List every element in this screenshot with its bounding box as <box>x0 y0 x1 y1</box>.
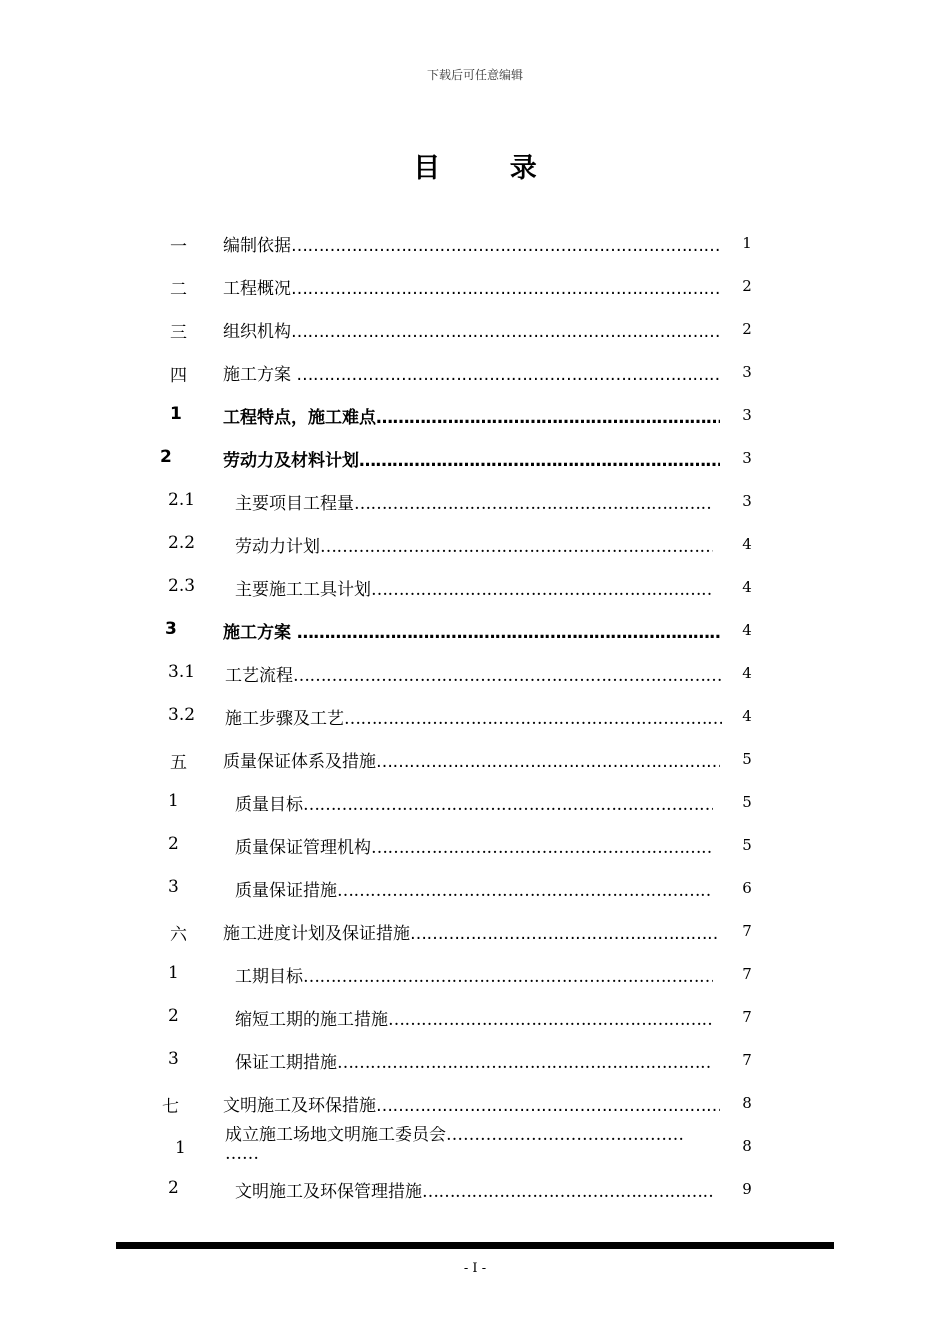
toc-entry-number: 2.2 <box>168 533 196 553</box>
toc-entry-page: 7 <box>742 965 752 983</box>
toc-entry[interactable] <box>0 608 950 651</box>
toc-entry-label: 缩短工期的施工措施 …………………………………………………………………………………… <box>235 1005 713 1030</box>
toc-entry-label: 施工方案 …………………………………………………………………………………… <box>223 360 720 385</box>
toc-entry-number: 2 <box>160 447 172 467</box>
toc-entry-number: 2 <box>168 834 179 854</box>
toc-entry[interactable] <box>0 264 950 307</box>
toc-entry[interactable] <box>0 866 950 909</box>
toc-entry[interactable] <box>0 479 950 522</box>
toc-entry-number: 1 <box>170 404 182 424</box>
header-note: 下载后可任意编辑 <box>426 68 523 82</box>
toc-entry-page: 2 <box>742 320 752 338</box>
footer-rule <box>116 1242 834 1249</box>
toc-entry-label: 工艺流程 …………………………………………………………………………………… <box>225 661 722 686</box>
toc-entry-label: 文明施工及环保措施 …………………………………………………………………………………… <box>223 1091 720 1116</box>
toc-entry-number: 2 <box>168 1178 179 1198</box>
toc-entry-label: 编制依据 …………………………………………………………………………………… <box>223 231 720 256</box>
toc-entry-number: 3 <box>168 1049 179 1069</box>
toc-entry[interactable] <box>0 522 950 565</box>
footer-page-number: - I - <box>463 1261 487 1276</box>
toc-entry-label: 劳动力计划 …………………………………………………………………………………… <box>235 532 713 557</box>
toc-entry-label: 施工步骤及工艺 …………………………………………………………………………………… <box>225 704 722 729</box>
toc-entry-label: 组织机构 …………………………………………………………………………………… <box>223 317 720 342</box>
toc-entry[interactable] <box>0 1167 950 1210</box>
toc-entry-page: 3 <box>742 449 752 467</box>
toc-entry-number: 1 <box>175 1138 186 1158</box>
toc-entry-page: 1 <box>742 234 752 252</box>
dot-leader: …………………………………… <box>446 1126 684 1145</box>
toc-entry-number: 一 <box>170 237 187 257</box>
toc-entry-page: 9 <box>742 1180 752 1198</box>
toc-entry-label: 质量目标 …………………………………………………………………………………… <box>235 790 713 815</box>
toc-entry-label: 工程特点，施工难点 …………………………………………………………………………………… <box>223 403 720 428</box>
toc-entry[interactable] <box>0 694 950 737</box>
toc-entry-label: 劳动力及材料计划 …………………………………………………………………………………… <box>223 446 720 471</box>
toc-entry-label: 质量保证措施 …………………………………………………………………………………… <box>235 876 713 901</box>
toc-entry-label: 工程概况 …………………………………………………………………………………… <box>223 274 720 299</box>
toc-entry[interactable] <box>0 909 950 952</box>
toc-entry-number: 2.1 <box>168 490 196 510</box>
table-of-contents <box>0 221 950 1210</box>
toc-entry-page: 2 <box>742 277 752 295</box>
toc-entry-number: 七 <box>162 1097 179 1117</box>
toc-entry-page: 3 <box>742 363 752 381</box>
toc-entry-label: 质量保证管理机构 …………………………………………………………………………………… <box>235 833 713 858</box>
toc-entry-number: 2 <box>168 1006 179 1026</box>
toc-entry[interactable] <box>0 823 950 866</box>
toc-entry-number: 3 <box>165 619 177 639</box>
toc-entry-label: 主要施工工具计划 …………………………………………………………………………………… <box>235 575 713 600</box>
toc-entry-label: 施工方案 …………………………………………………………………………………… <box>223 618 720 643</box>
toc-entry-page: 7 <box>742 922 752 940</box>
toc-entry[interactable] <box>0 651 950 694</box>
toc-entry[interactable] <box>0 1038 950 1081</box>
toc-entry[interactable] <box>0 780 950 823</box>
toc-entry-page: 5 <box>742 836 752 854</box>
toc-entry-page: 3 <box>742 492 752 510</box>
toc-entry-page: 4 <box>742 664 752 682</box>
toc-entry-page: 7 <box>742 1008 752 1026</box>
toc-entry[interactable] <box>0 307 950 350</box>
toc-entry-page: 8 <box>742 1094 752 1112</box>
toc-entry[interactable] <box>0 436 950 479</box>
dot-leader: …… <box>225 1144 259 1164</box>
toc-entry-label: 施工进度计划及保证措施 …………………………………………………………………………………… <box>223 919 720 944</box>
toc-entry-label: 保证工期措施 …………………………………………………………………………………… <box>235 1048 713 1073</box>
toc-entry-number: 1 <box>168 791 179 811</box>
toc-entry-page: 3 <box>742 406 752 424</box>
toc-entry-number: 2.3 <box>168 576 196 596</box>
toc-entry-label: 质量保证体系及措施 …………………………………………………………………………………… <box>223 747 720 772</box>
toc-entry-page: 4 <box>742 578 752 596</box>
toc-entry[interactable] <box>0 1124 950 1167</box>
toc-entry-number: 1 <box>168 963 179 983</box>
toc-entry[interactable] <box>0 1081 950 1124</box>
toc-entry-page: 6 <box>742 879 752 897</box>
page-title: 目 录 <box>413 153 567 184</box>
toc-entry-page: 4 <box>742 535 752 553</box>
toc-entry-page: 8 <box>742 1137 752 1155</box>
toc-entry[interactable] <box>0 565 950 608</box>
toc-entry[interactable] <box>0 393 950 436</box>
toc-entry-page: 4 <box>742 621 752 639</box>
toc-entry-label: 主要项目工程量 …………………………………………………………………………………… <box>235 489 713 514</box>
toc-entry-number: 六 <box>170 925 187 945</box>
toc-entry[interactable] <box>0 221 950 264</box>
toc-entry[interactable] <box>0 737 950 780</box>
toc-entry[interactable] <box>0 995 950 1038</box>
toc-entry-page: 5 <box>742 793 752 811</box>
toc-entry-number: 二 <box>170 280 187 300</box>
toc-entry-page: 5 <box>742 750 752 768</box>
toc-entry-number: 3.1 <box>168 662 196 682</box>
toc-entry-page: 7 <box>742 1051 752 1069</box>
toc-entry-number: 四 <box>170 366 187 386</box>
toc-entry-number: 3.2 <box>168 705 196 725</box>
toc-entry-number: 五 <box>170 753 187 773</box>
toc-entry-number: 三 <box>170 323 187 343</box>
toc-entry-label: 工期目标 …………………………………………………………………………………… <box>235 962 713 987</box>
toc-entry[interactable] <box>0 952 950 995</box>
toc-entry[interactable] <box>0 350 950 393</box>
toc-entry-label: 成立施工场地文明施工委员会…………………………………… …… <box>225 1126 684 1164</box>
toc-entry-label: 文明施工及环保管理措施 …………………………………………………………………………………… <box>235 1177 713 1202</box>
toc-entry-page: 4 <box>742 707 752 725</box>
toc-entry-number: 3 <box>168 877 179 897</box>
